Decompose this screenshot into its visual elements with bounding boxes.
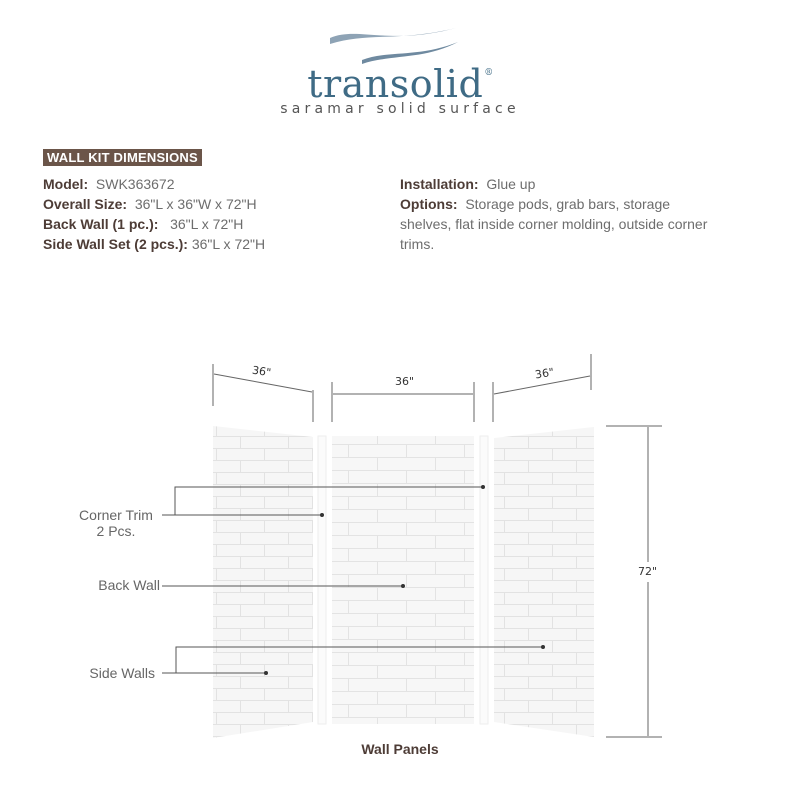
corner-trim-left [318, 436, 326, 724]
callout-dot [401, 584, 405, 588]
callout-side-walls: Side Walls [89, 665, 155, 681]
brand-tagline: saramar solid surface [280, 101, 520, 117]
spec-side-wall-set: Side Wall Set (2 pcs.): 36"L x 72"H [43, 236, 266, 252]
right-side-panel [494, 427, 594, 737]
spec-overall-size: Overall Size: 36"L x 36"W x 72"H [43, 196, 257, 212]
right-width-label: 36" [534, 365, 555, 382]
spec-model: Model: SWK363672 [43, 176, 175, 192]
back-wall-panel [332, 436, 474, 724]
callout-back-wall: Back Wall [98, 577, 160, 593]
spec-options: Options: Storage pods, grab bars, storage shelves, flat inside corner molding, outside corner trims. [400, 196, 708, 252]
spec-installation: Installation: Glue up [400, 176, 536, 192]
corner-trim-right [480, 436, 488, 724]
callout-dot [320, 513, 324, 517]
back-width-label: 36" [395, 375, 415, 388]
left-width-label: 36" [251, 363, 272, 380]
diagram-caption: Wall Panels [361, 741, 439, 757]
spec-back-wall: Back Wall (1 pc.): 36"L x 72"H [43, 216, 244, 232]
left-side-panel [213, 426, 313, 738]
section-title: WALL KIT DIMENSIONS [43, 149, 202, 166]
callout-dot [264, 671, 268, 675]
callout-dot [541, 645, 545, 649]
callout-dot [481, 485, 485, 489]
height-label: 72" [638, 565, 658, 578]
wave-icon [328, 24, 463, 66]
brand-name: transolid® [307, 62, 494, 106]
callout-corner-trim: Corner Trim 2 Pcs. [79, 507, 153, 539]
spec-list-right [400, 174, 720, 254]
spec-list-left [43, 174, 265, 254]
